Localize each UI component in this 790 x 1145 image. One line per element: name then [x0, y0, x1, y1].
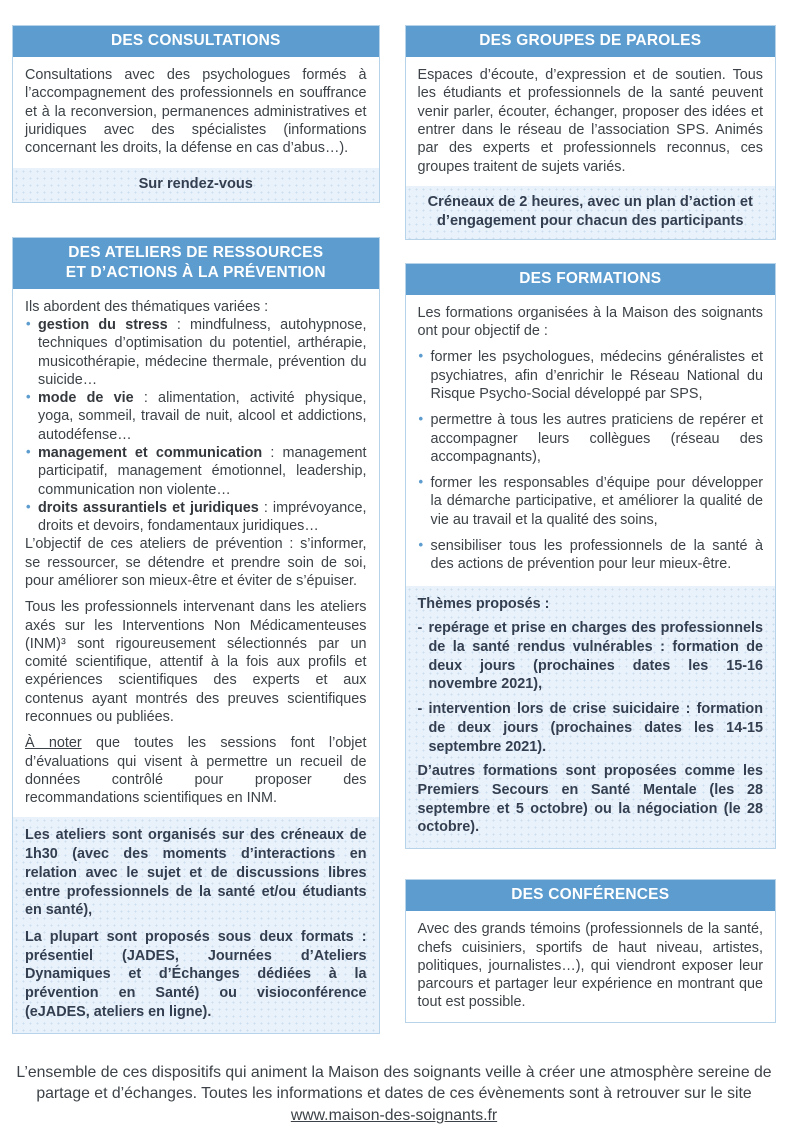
bullet-icon: •	[26, 389, 31, 405]
bullet-text: : mindfulness, autohypnose, techniques d’optimisation du potentiel, arthérapie, musicothérapie, médecine thermale, prévention du suicide…	[38, 317, 367, 388]
two-column-layout	[12, 25, 776, 1034]
bullet-text: permettre à tous les autres praticiens de repérer et accompagner leurs collègues (réseau des accompagnants),	[430, 412, 763, 465]
list-item	[25, 389, 367, 444]
ateliers-highlight-paragraph2: La plupart sont proposés sous deux formats : présentiel (JADES, Journées d’Ateliers Dynamiques et d’Échanges dédiées à la prévention en Santé) ou visioconférence (eJADES, ateliers en ligne).	[25, 928, 367, 1020]
bullet-icon: •	[26, 316, 31, 332]
conferences-paragraph: Avec des grands témoins (professionnels de la santé, chefs cuisiniers, sportifs de haut niveau, artistes, politiques, journalistes…), qui viendront exposer leur parcours et partager leur expérience en montrant que tout est possible.	[417, 921, 763, 1011]
bullet-icon: •	[418, 537, 424, 552]
bullet-icon: •	[26, 444, 31, 460]
ateliers-body	[13, 289, 379, 818]
bullet-text: former les responsables d’équipe pour développer la démarche participative, et améliorer la qualité de vie au travail et la qualité des soins,	[430, 475, 763, 528]
bullet-icon: •	[418, 411, 424, 427]
themes-outro: D’autres formations sont proposées comme les Premiers Secours en Santé Mentale (les 28 septembre et 5 octobre) ou la négociation (le 28 octobre).	[417, 763, 763, 836]
themes-title: Thèmes proposés :	[417, 595, 550, 612]
list-item	[418, 411, 764, 466]
website-link[interactable]: www.maison-des-soignants.fr	[290, 1107, 498, 1125]
ateliers-header-line2: ET D’ACTIONS À LA PRÉVENTION	[65, 263, 326, 281]
bullet-text: : imprévoyance, droits et devoirs, fondamentaux juridiques…	[38, 499, 367, 535]
bullet-text: former les psychologues, médecins généralistes et psychiatres, afin d’enrichir le Réseau National du Risque Psycho-Social développé par SPS,	[430, 349, 763, 403]
list-item	[418, 348, 764, 403]
bullet-term: droits assurantiels et juridiques	[38, 499, 259, 516]
list-item	[418, 619, 764, 694]
bullet-text: : management participatif, management émotionnel, leadership, communication non violente…	[38, 445, 367, 498]
conferences-header: DES CONFÉRENCES	[406, 880, 776, 911]
consultations-highlight: Sur rendez-vous	[13, 168, 379, 202]
spacer	[405, 240, 777, 263]
ateliers-highlight-paragraph1: Les ateliers sont organisés sur des créneaux de 1h30 (avec des moments d’interactions en relation avec le sujet et de discussions libres entre professionnels de la santé et/ou étudiants en santé),	[25, 827, 367, 919]
section-groupes	[405, 25, 777, 240]
groupes-paragraph: Espaces d’écoute, d’expression et de soutien. Tous les étudiants et professionnels de la santé peuvent venir parler, écouter, échanger, proposer des idées et entrer dans le réseau de l’association SPS. Animés par des experts et professionnels reconnus, ces groupes traitent de sujets variés.	[417, 67, 763, 175]
list-item	[418, 700, 764, 756]
list-item	[418, 537, 764, 574]
formations-bullet-list	[418, 348, 764, 573]
ateliers-header	[13, 238, 379, 289]
bullet-icon: •	[418, 348, 424, 364]
ateliers-bullet-list	[25, 316, 367, 535]
consultations-header: DES CONSULTATIONS	[13, 26, 379, 57]
spacer	[12, 203, 380, 237]
footer	[12, 1034, 776, 1127]
formations-body	[406, 295, 776, 586]
ateliers-inm-paragraph: Tous les professionnels intervenant dans les ateliers axés sur les Interventions Non Médicamenteuses (INM)³ sont rigoureusement sélectionnés par un comité scientifique, attentif à la fois aux profils et expériences scientifiques des experts et aux contenus ayant montrés des preuves scientifiques reconnues ou publiées.	[25, 599, 367, 725]
spacer	[405, 849, 777, 879]
bullet-term: gestion du stress	[38, 317, 168, 334]
formations-header: DES FORMATIONS	[406, 264, 776, 295]
dash-icon: -	[417, 701, 423, 718]
right-column	[405, 25, 777, 1023]
footer-text: L’ensemble de ces dispositifs qui animent la Maison des soignants veille à créer une atmosphère sereine de partage et d’échanges. Toutes les informations et dates de ces évènements sont à retrouver sur le site	[16, 1063, 772, 1103]
groupes-body	[406, 57, 776, 186]
consultations-body	[13, 57, 379, 167]
formations-highlight	[406, 586, 776, 849]
ateliers-header-line1: DES ATELIERS DE RESSOURCES	[68, 243, 324, 261]
bullet-icon: •	[26, 498, 31, 514]
bullet-text: sensibiliser tous les professionnels de la santé à des actions de prévention pour leur mieux-être.	[430, 538, 763, 573]
theme-text: intervention lors de crise suicidaire : formation de deux jours (prochaines dates les 14-15 septembre 2021).	[428, 701, 763, 755]
consultations-paragraph: Consultations avec des psychologues formés à l’accompagnement des professionnels en souffrance et à la reconversion, permanences administratives et juridiques avec des spécialistes (informations concernant les droits, la défense en cas d’abus…).	[25, 67, 367, 157]
note-lead: À noter	[25, 735, 82, 752]
section-formations	[405, 263, 777, 849]
ateliers-note-paragraph	[25, 734, 367, 807]
ateliers-highlight	[13, 817, 379, 1032]
list-item	[25, 499, 367, 536]
bullet-text: : alimentation, activité physique, yoga, sommeil, travail de nuit, alcool et addictions, autodéfense…	[38, 390, 367, 443]
section-conferences	[405, 879, 777, 1023]
theme-text: repérage et prise en charges des professionnels de la santé rendus vulnérables : formation de deux jours (prochaines dates les 15-16 novembre 2021),	[428, 620, 763, 693]
groupes-header: DES GROUPES DE PAROLES	[406, 26, 776, 57]
themes-list	[418, 619, 764, 756]
list-item	[25, 316, 367, 389]
note-rest: que toutes les sessions font l’objet d’évaluations qui visent à permettre un recueil de données contrôlé pour proposer des recommandations scientifiques en INM.	[25, 735, 367, 807]
section-ateliers	[12, 237, 380, 1034]
bullet-term: management et communication	[38, 445, 263, 462]
formations-intro: Les formations organisées à la Maison des soignants ont pour objectif de :	[417, 304, 763, 340]
conferences-body	[406, 911, 776, 1021]
left-column	[12, 25, 380, 1034]
bullet-icon: •	[418, 474, 424, 490]
list-item	[25, 444, 367, 499]
groupes-highlight: Créneaux de 2 heures, avec un plan d’action et d’engagement pour chacun des participants	[406, 186, 776, 239]
ateliers-intro: Ils abordent des thématiques variées :	[25, 298, 269, 315]
list-item	[418, 474, 764, 529]
ateliers-objective-paragraph: L’objectif de ces ateliers de prévention : s’informer, se ressourcer, se détendre et prendre soin de soi, pour améliorer son mieux-être et éviter de s’épuiser.	[25, 536, 367, 590]
dash-icon: -	[417, 620, 423, 637]
bullet-term: mode de vie	[38, 390, 134, 407]
section-consultations	[12, 25, 380, 203]
